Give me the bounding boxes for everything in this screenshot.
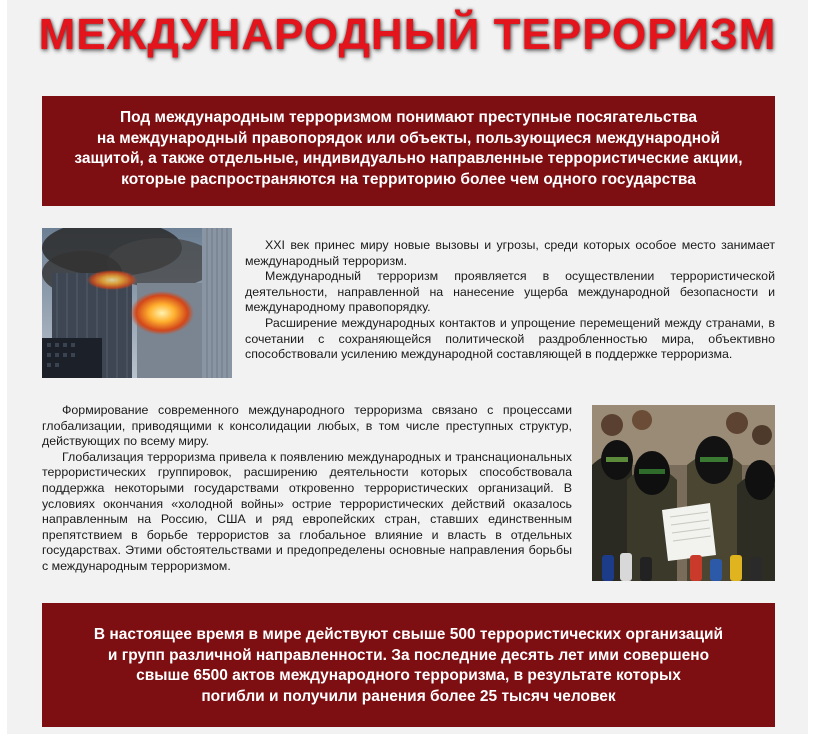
- statistics-banner: [42, 603, 775, 727]
- definition-line: защитой, а также отдельные, индивидуально направленные террористические акции,: [74, 150, 743, 167]
- definition-line: на международный правопорядок или объекты, пользующиеся международной: [96, 129, 721, 147]
- statistics-line: В настоящее время в мире действуют свыше 500 террористических организаций: [93, 626, 724, 643]
- definition-line: Под международным терроризмом понимают преступные посягательства: [119, 109, 698, 126]
- statistics-line: и групп различной направленности. За последние десять лет ими совершено: [107, 646, 710, 664]
- definition-banner: [42, 96, 775, 206]
- burning-towers-photo: [42, 228, 232, 378]
- paragraph: Формирование современного международного терроризма связано с процессами глобализации, приводящими к консолидации любых, в том числе преступных структур, действующих по всему миру.: [42, 403, 572, 449]
- paragraph: Расширение международных контактов и упрощение перемещений между странами, в сочетании с сохраняющейся политической раздробленностью мира, объективно способствовали усилению международной составляющей в поддержке терроризма.: [245, 315, 775, 362]
- militants-press-photo: [592, 405, 775, 581]
- paragraph: Международный терроризм проявляется в осуществлении террористической деятельности, направленной на нанесение ущерба международной безопасности и международному правопорядку.: [245, 269, 775, 315]
- page-title: МЕЖДУНАРОДНЫЙ ТЕРРОРИЗМ: [38, 10, 777, 59]
- section-two-text: [42, 403, 572, 575]
- definition-line: которые распространяются на территорию более чем одного государства: [121, 170, 696, 188]
- paragraph: Глобализация терроризма привела к появлению международных и транснациональных террористических группировок, расширению деятельности которых способствовала поддержка некоторыми государствами откровенно террористических организаций. В условиях окончания «холодной войны» острие террористических действий оказалось направленным на Россию, США и ряд европейских стран, ставших единственным препятствием в борьбе террористов за глобальное влияние и власть в отдельных государствах. Этими обстоятельствами и предопределены основные направления борьбы с международным терроризмом.: [42, 449, 572, 573]
- statistics-line: свыше 6500 актов международного терроризма, в результате которых: [136, 667, 681, 684]
- section-one-text: [245, 238, 775, 363]
- paragraph: XXI век принес миру новые вызовы и угрозы, среди которых особое место занимает международный терроризм.: [245, 238, 775, 268]
- statistics-line: погибли и получили ранения более 25 тысяч человек: [201, 687, 616, 705]
